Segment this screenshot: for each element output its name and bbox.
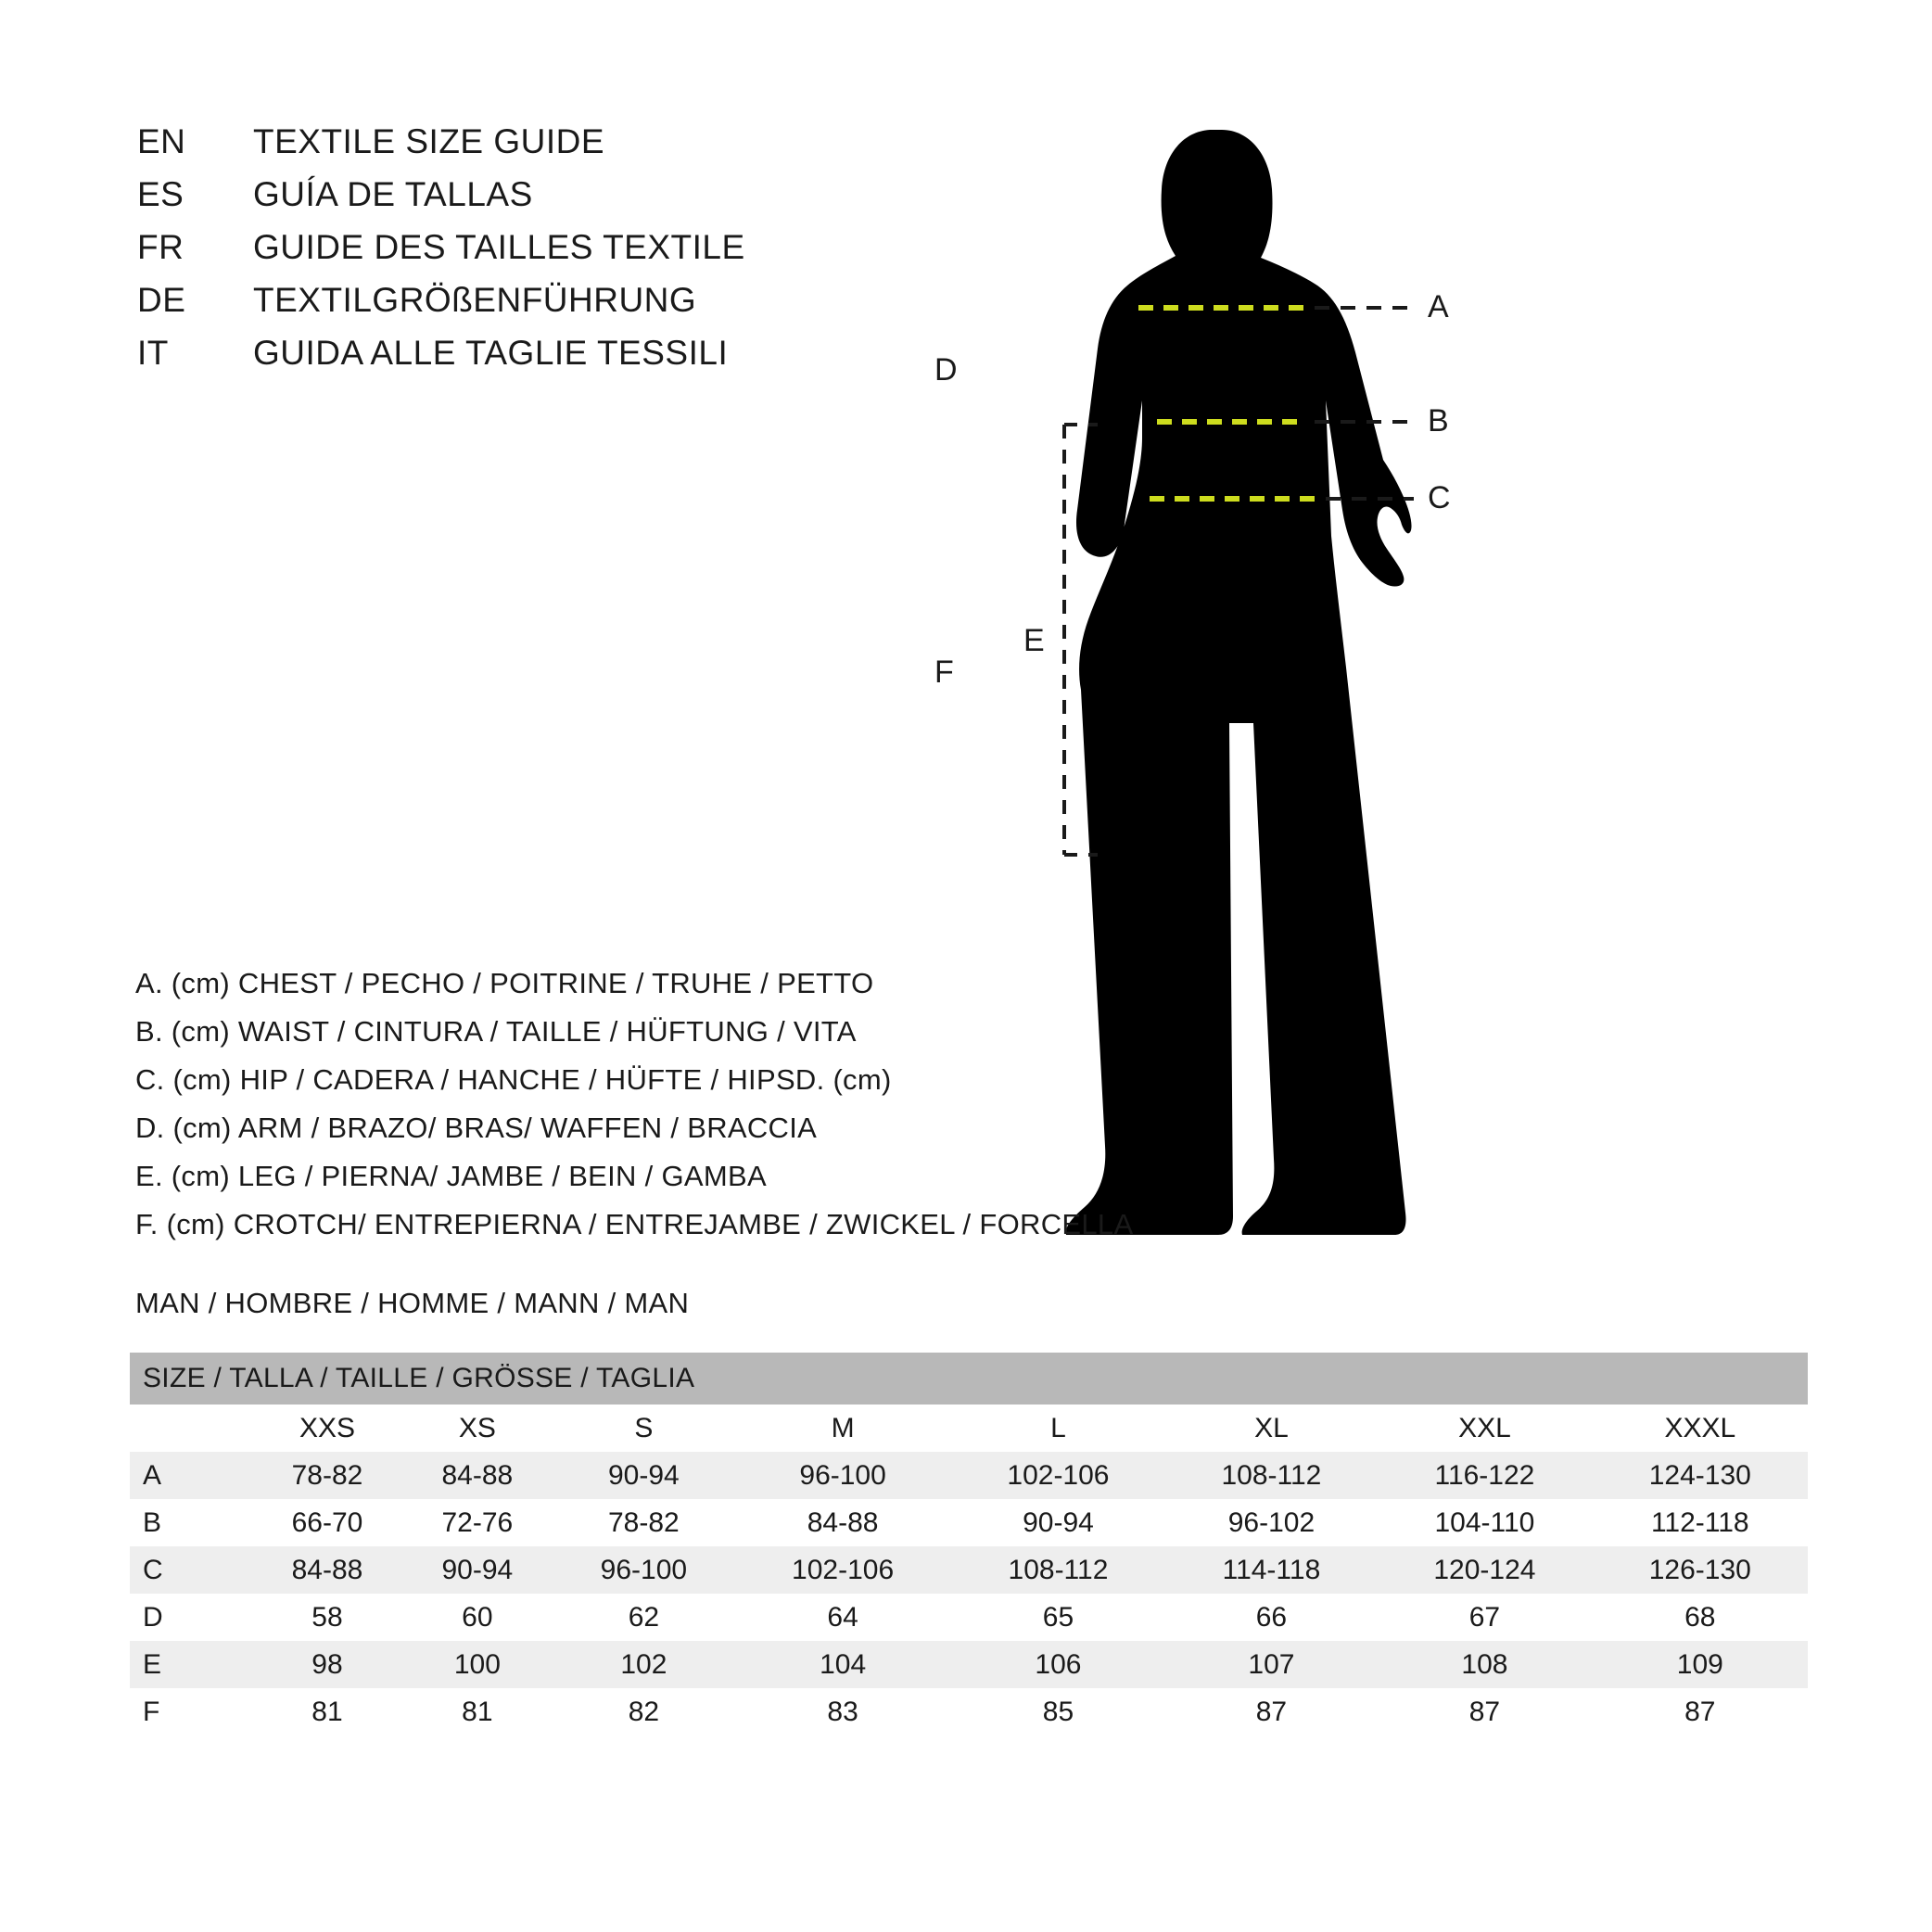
table-row: [130, 1641, 1808, 1688]
cell-a-xxl: 116-122: [1377, 1452, 1592, 1499]
legend-item-b: B. (cm) WAIST / CINTURA / TAILLE / HÜFTUNG / VITA: [135, 1015, 857, 1048]
title-row: [137, 281, 745, 334]
figure-label-c: C: [1428, 480, 1451, 515]
size-header-m: M: [735, 1405, 950, 1452]
table-row: [130, 1594, 1808, 1641]
cell-a-xs: 84-88: [402, 1452, 553, 1499]
cell-a-xxxl: 124-130: [1593, 1452, 1808, 1499]
cell-b-xxl: 104-110: [1377, 1499, 1592, 1546]
size-header-xxl: XXL: [1377, 1405, 1592, 1452]
title-lang-it: IT: [137, 334, 169, 372]
size-header-xs: XS: [402, 1405, 553, 1452]
measurement-figure: [934, 74, 1854, 1298]
gender-label: MAN / HOMBRE / HOMME / MANN / MAN: [135, 1287, 690, 1319]
legend-item-d: D. (cm) ARM / BRAZO/ BRAS/ WAFFEN / BRACCIA: [135, 1112, 818, 1144]
cell-c-s: 96-100: [553, 1546, 735, 1594]
row-label-e: E: [130, 1641, 252, 1688]
cell-c-m: 102-106: [735, 1546, 950, 1594]
cell-b-xxs: 66-70: [252, 1499, 402, 1546]
title-text-fr: GUIDE DES TAILLES TEXTILE: [253, 228, 745, 266]
cell-e-xs: 100: [402, 1641, 553, 1688]
cell-d-xxl: 67: [1377, 1594, 1592, 1641]
size-header-xl: XL: [1166, 1405, 1378, 1452]
cell-a-xxs: 78-82: [252, 1452, 402, 1499]
cell-f-xxs: 81: [252, 1688, 402, 1735]
cell-f-xxxl: 87: [1593, 1688, 1808, 1735]
figure-label-a: A: [1428, 289, 1449, 324]
cell-f-l: 85: [950, 1688, 1165, 1735]
cell-c-xs: 90-94: [402, 1546, 553, 1594]
row-label-d: D: [130, 1594, 252, 1641]
legend-item-e: E. (cm) LEG / PIERNA/ JAMBE / BEIN / GAMBA: [135, 1160, 767, 1192]
title-lang-fr: FR: [137, 228, 184, 266]
cell-d-s: 62: [553, 1594, 735, 1641]
row-label-b: B: [130, 1499, 252, 1546]
size-header-xxs: XXS: [252, 1405, 402, 1452]
table-row: [130, 1688, 1808, 1735]
cell-e-xxl: 108: [1377, 1641, 1592, 1688]
cell-f-m: 83: [735, 1688, 950, 1735]
cell-d-xxxl: 68: [1593, 1594, 1808, 1641]
cell-e-m: 104: [735, 1641, 950, 1688]
title-row: [137, 228, 745, 281]
figure-label-f: F: [934, 655, 954, 690]
title-text-it: GUIDA ALLE TAGLIE TESSILI: [253, 334, 729, 372]
cell-c-l: 108-112: [950, 1546, 1165, 1594]
cell-f-xxl: 87: [1377, 1688, 1592, 1735]
size-table: [130, 1353, 1808, 1735]
title-text-de: TEXTILGRÖßENFÜHRUNG: [253, 281, 697, 319]
cell-e-l: 106: [950, 1641, 1165, 1688]
cell-c-xxxl: 126-130: [1593, 1546, 1808, 1594]
row-label-a: A: [130, 1452, 252, 1499]
cell-e-xxxl: 109: [1593, 1641, 1808, 1688]
title-lang-de: DE: [137, 281, 186, 319]
title-lang-es: ES: [137, 175, 184, 213]
table-band-header: [130, 1353, 1808, 1405]
title-text-en: TEXTILE SIZE GUIDE: [253, 122, 605, 160]
row-label-c: C: [130, 1546, 252, 1594]
figure-label-b: B: [1428, 403, 1449, 439]
size-header-l: L: [950, 1405, 1165, 1452]
cell-c-xxl: 120-124: [1377, 1546, 1592, 1594]
silhouette-diagram: [1020, 74, 1854, 1298]
title-text-es: GUÍA DE TALLAS: [253, 175, 533, 213]
table-row: [130, 1499, 1808, 1546]
figure-label-d: D: [934, 352, 958, 388]
figure-label-e: E: [1023, 623, 1045, 658]
table-row: [130, 1452, 1808, 1499]
cell-f-xl: 87: [1166, 1688, 1378, 1735]
legend-block: [135, 967, 1133, 1256]
cell-e-s: 102: [553, 1641, 735, 1688]
cell-d-xxs: 58: [252, 1594, 402, 1641]
title-row: [137, 175, 745, 228]
cell-a-xl: 108-112: [1166, 1452, 1378, 1499]
cell-b-l: 90-94: [950, 1499, 1165, 1546]
cell-c-xxs: 84-88: [252, 1546, 402, 1594]
table-row: [130, 1546, 1808, 1594]
size-header-s: S: [553, 1405, 735, 1452]
title-row: [137, 122, 745, 175]
cell-a-m: 96-100: [735, 1452, 950, 1499]
title-lang-en: EN: [137, 122, 186, 160]
legend-item-a: A. (cm) CHEST / PECHO / POITRINE / TRUHE / PETTO: [135, 967, 874, 999]
cell-d-xs: 60: [402, 1594, 553, 1641]
size-band-label: SIZE / TALLA / TAILLE / GRÖSSE / TAGLIA: [130, 1353, 1808, 1405]
cell-e-xxs: 98: [252, 1641, 402, 1688]
cell-d-xl: 66: [1166, 1594, 1378, 1641]
legend-item-c: C. (cm) HIP / CADERA / HANCHE / HÜFTE / HIPSD. (cm): [135, 1063, 892, 1096]
cell-f-xs: 81: [402, 1688, 553, 1735]
row-label-f: F: [130, 1688, 252, 1735]
cell-d-l: 65: [950, 1594, 1165, 1641]
size-header-xxxl: XXXL: [1593, 1405, 1808, 1452]
cell-a-l: 102-106: [950, 1452, 1165, 1499]
cell-f-s: 82: [553, 1688, 735, 1735]
cell-b-s: 78-82: [553, 1499, 735, 1546]
title-block: [137, 122, 745, 387]
cell-c-xl: 114-118: [1166, 1546, 1378, 1594]
legend-item-f: F. (cm) CROTCH/ ENTREPIERNA / ENTREJAMBE / ZWICKEL / FORCELLA: [135, 1208, 1134, 1240]
empty-corner-cell: [130, 1405, 252, 1452]
cell-a-s: 90-94: [553, 1452, 735, 1499]
cell-e-xl: 107: [1166, 1641, 1378, 1688]
cell-b-m: 84-88: [735, 1499, 950, 1546]
cell-b-xs: 72-76: [402, 1499, 553, 1546]
table-row-sizes: [130, 1405, 1808, 1452]
cell-b-xl: 96-102: [1166, 1499, 1378, 1546]
cell-b-xxxl: 112-118: [1593, 1499, 1808, 1546]
title-row: [137, 334, 745, 387]
cell-d-m: 64: [735, 1594, 950, 1641]
